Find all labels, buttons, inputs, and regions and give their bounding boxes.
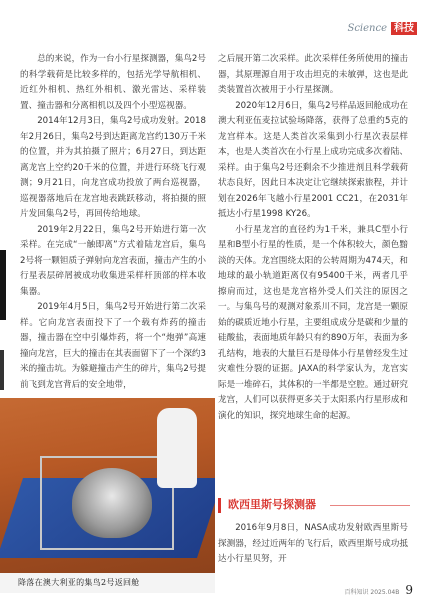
paragraph: 2019年2月22日，集鸟2号开始进行第一次采样。在完成“一触即离”方式着陆龙宫后，集鸟2号将一颗钽质子弹射向龙宫表面，撞击产生的小行星表层碎屑被成功收集进采样杆顶部的样本收集器。 [20, 224, 206, 297]
page-number: 9 [405, 583, 413, 597]
section-heading [218, 495, 408, 515]
page-footer [345, 583, 413, 597]
return-capsule [72, 468, 152, 538]
paragraph: 2016年9月8日，NASA成功发射欧西里斯号探测器，经过近两年的飞行后，欧西里斯号成功抵达小行星贝努，开 [218, 523, 408, 564]
paragraph: 总的来说，作为一台小行星探测器，集鸟2号的科学载荷是比较多样的，包括光学导航相机、近红外相机、热红外相机、激光雷达、采样装置、撞击器和分离相机以及四个小型巡视器。 [20, 54, 206, 111]
paragraph: 2020年12月6日，集鸟2号样品返回舱成功在澳大利亚伍麦拉试验场降落，获得了总重约5克的龙宫样本。这是人类首次采集到小行星次表层样本，也是人类首次在小行星上成功完成多次着陆、采样。由于集鸟2号还剩余不少推进剂且科学载荷状态良好，因此日本决定让它继续探索旅程，并计划在2026年飞越小行星2001 CC21，在2031年抵达小行星1998 KY26。 [218, 100, 408, 219]
paragraph: 2014年12月3日，集鸟2号成功发射。2018年2月26日，集鸟2号到达距离龙宫约130万千米的位置，并为其拍摄了照片；6月27日，到达距离龙宫上空约20千米的位置，并进行环绕飞行观测；9月21日，向龙宫成功投放了两台巡视器，巡视器落地后在龙宫地表跳跃移动，将拍摄的照片发回集鸟2号，再回传给地球。 [20, 116, 206, 219]
left-text-column [20, 52, 206, 393]
adjacent-photo-edge [0, 250, 6, 320]
section-title: 欧西里斯号探测器 [228, 498, 316, 511]
issue-label: 百科知识 2025.04B [344, 589, 400, 596]
header-science-label: Science [347, 23, 387, 34]
paragraph: 小行星龙宫的直径约为1千米，兼具C型小行星和B型小行星的性质，是一个体积较大，颜色黯淡的天体。龙宫围绕太阳的公转周期为474天，和地球的最小轨道距离仅有95400千米，两者几乎擦肩而过，这也是龙宫格外受人们关注的原因之一。与集鸟号的观测对象系川不同，龙宫是一颗原始的碳质近地小行星，主要组成成分是碳和少量的硅酸盐，表面地质年龄只有约890万年，表面为多孔结构，地表的大量巨石是母体小行星曾经发生过灾难性分裂的证据。JAXA的科学家认为，龙宫实际是一堆碎石，其体积的一半都是空腔。通过研究龙宫，人们可以获得更多关于太阳系内行星形成和演化的知识，探究地球生命的起源。 [218, 224, 408, 421]
section-rule [330, 505, 410, 506]
section-header [347, 22, 417, 35]
paragraph: 之后展开第二次采样。此次采样任务所使用的撞击器，其原理源自用于攻击坦克的未敏弹，这也是此类装置首次被用于小行星探测。 [218, 54, 408, 95]
capsule-photo [0, 398, 215, 573]
worker-figure [157, 408, 197, 488]
section-text [218, 521, 408, 568]
right-text-column [218, 52, 408, 424]
photo-caption: 降落在澳大利亚的集鸟2号返回舱 [0, 573, 215, 593]
section-accent-bar [218, 498, 221, 513]
header-keji-badge: 科技 [391, 22, 417, 35]
adjacent-photo-edge-lower [0, 350, 4, 390]
paragraph: 2019年4月5日，集鸟2号开始进行第二次采样。它向龙宫表面投下了一个载有炸药的撞击器，撞击器在空中引爆炸药，将一个“炮弹”高速撞向龙宫，巨大的撞击在其表面留下了一个深约3米的撞击坑。为躲避撞击产生的碎片，集鸟2号提前飞到龙宫背后的安全地带， [20, 302, 206, 390]
